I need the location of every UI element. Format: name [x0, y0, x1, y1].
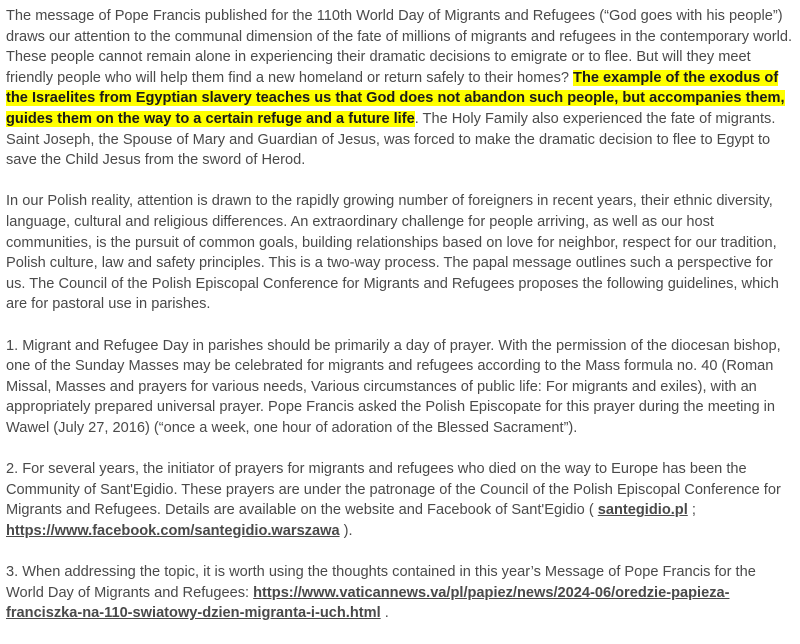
paragraph-guideline-2	[6, 459, 796, 541]
intro-text-continued: . The Holy Family also experienced the fate of migrants. Saint Joseph, the Spouse of Mary and Guardian of Jesus, was forced to make the dramatic decision to flee to Egypt to save the Child Jesus from the sword of Herod.	[6, 110, 776, 169]
guideline-3-text: 3. When addressing the topic, it is worth using the thoughts contained in this year’s Message of Pope Francis for the World Day of Migrants and Refugees:	[6, 564, 756, 601]
vatican-news-link[interactable]: https://www.vaticannews.va/pl/papiez/news/2024-06/oredzie-papieza-franciszka-na-110-swiatowy-dzien-migranta-i-uch.html	[6, 584, 730, 622]
paragraph-guideline-3	[6, 562, 796, 624]
highlighted-text: The example of the exodus of the Israelites from Egyptian slavery teaches us that God does not abandon such people, but accompanies them, guides them on the way to a certain refuge and a future life	[6, 69, 785, 127]
santegidio-facebook-link[interactable]: https://www.facebook.com/santegidio.warszawa	[6, 522, 340, 539]
article-body	[6, 6, 796, 644]
paragraph-intro	[6, 6, 796, 171]
guideline-2-closing: ).	[339, 522, 353, 539]
paragraph-guideline-1: 1. Migrant and Refugee Day in parishes should be primarily a day of prayer. With the permission of the diocesan bishop, one of the Sunday Masses may be celebrated for migrants and refugees according to the Mass formula no. 40 (Roman Missal, Masses and prayers for various needs, Various circumstances of public life: For migrants and exiles), with an appropriately prepared universal prayer. Pope Francis asked the Polish Episcopate for this prayer during the meeting in Wawel (July 27, 2016) (“once a week, one hour of adoration of the Blessed Sacrament”).	[6, 337, 781, 436]
link-separator: ;	[687, 502, 696, 519]
paragraph-polish-reality: In our Polish reality, attention is drawn to the rapidly growing number of foreigners in recent years, their ethnic diversity, language, cultural and religious differences. An extraordinary challenge for people arriving, as well as our host communities, is the pursuit of common goals, building relationships based on love for neighbor, respect for our tradition, Polish culture, law and safety principles. This is a two-way process. The papal message outlines such a perspective for us. The Council of the Polish Episcopal Conference for Migrants and Refugees proposes the following guidelines, which are for pastoral use in parishes.	[6, 193, 779, 313]
intro-text: The message of Pope Francis published for the 110th World Day of Migrants and Refugees (“God goes with his people”) draws our attention to the communal dimension of the fate of millions of migrants and refugees in the contemporary world. These people cannot remain alone in experiencing their dramatic decisions to emigrate or to flee. But will they meet friendly people who will help them find a new homeland or return safely to their homes?	[6, 8, 793, 86]
guideline-2-text: 2. For several years, the initiator of prayers for migrants and refugees who died on the way to Europe has been the Community of Sant'Egidio. These prayers are under the patronage of the Council of the Polish Episcopal Conference for Migrants and Refugees. Details are available on the website and Facebook of Sant'Egidio (	[6, 461, 781, 519]
santegidio-website-link[interactable]: santegidio.pl	[597, 502, 688, 519]
guideline-3-closing: .	[380, 605, 389, 622]
